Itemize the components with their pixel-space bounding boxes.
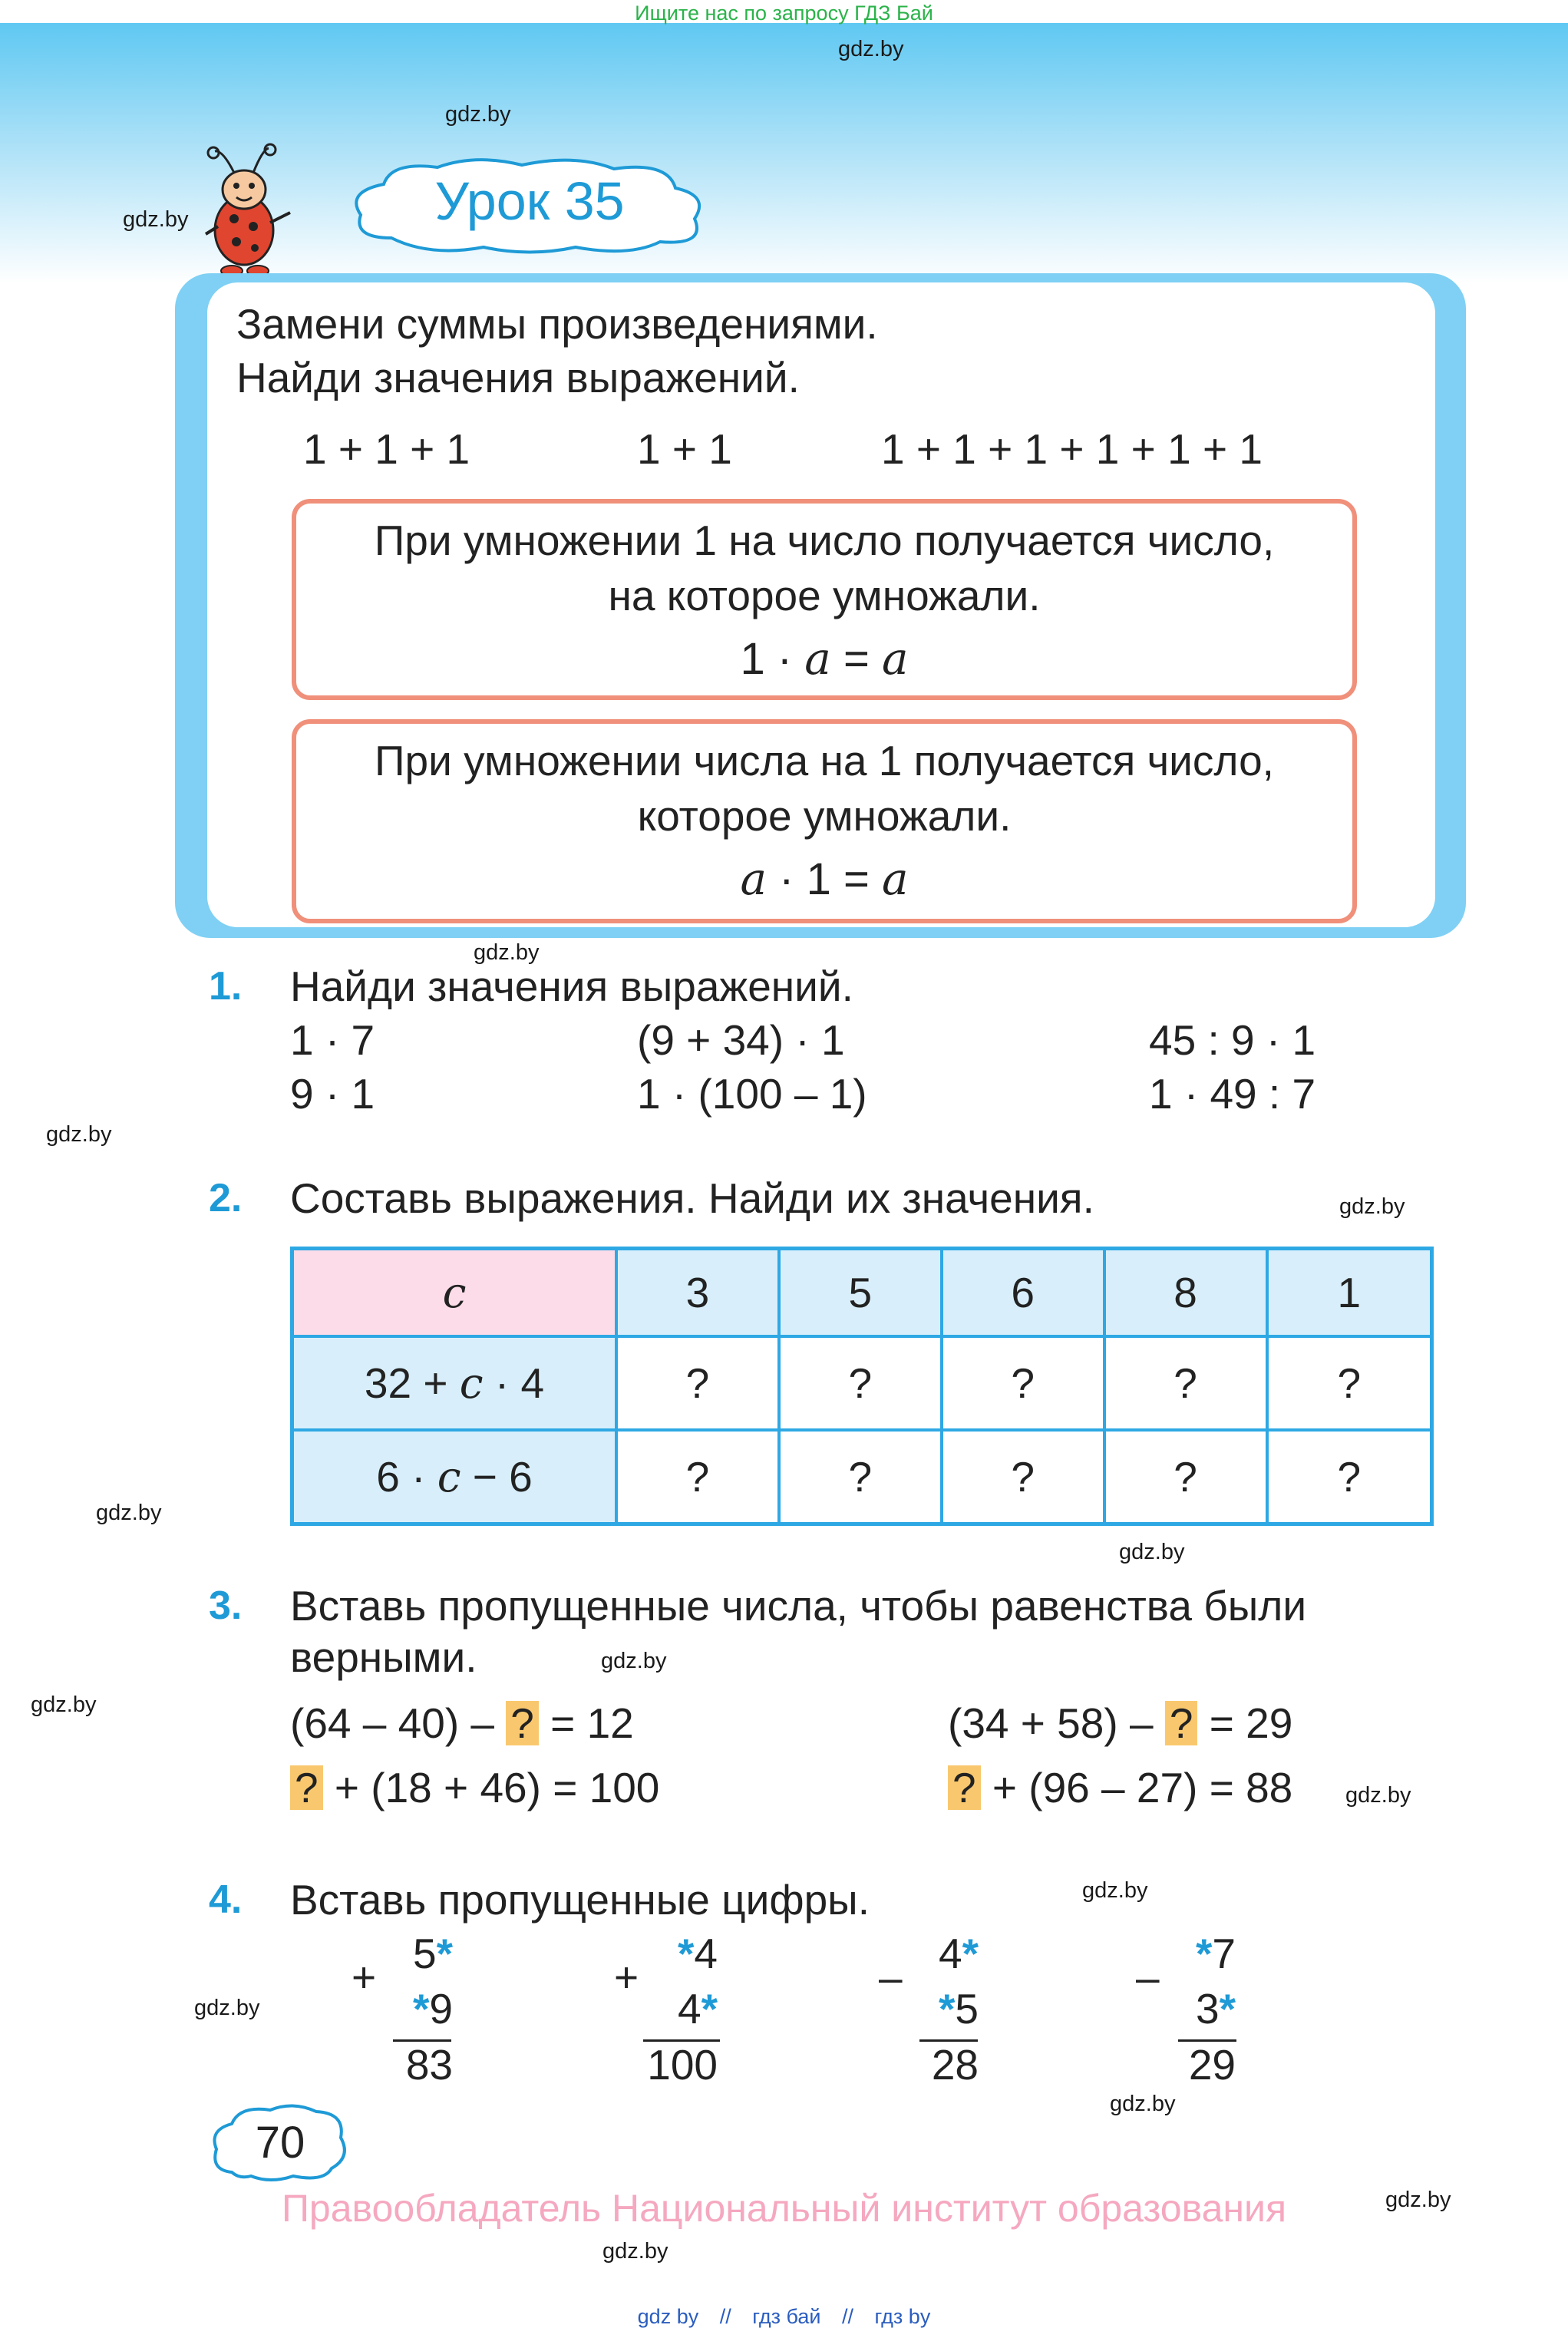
formula-part: · 1 = (767, 854, 882, 904)
watermark: gdz.by (445, 102, 511, 127)
watermark: gdz.by (1110, 2092, 1176, 2116)
column-top: 4* (939, 1930, 979, 1977)
table-cell: ? (1104, 1336, 1267, 1430)
table-cell: ? (616, 1336, 779, 1430)
minus-sign: – (1136, 1953, 1160, 2001)
column-bottom: *9 (413, 1985, 453, 2033)
watermark: gdz.by (601, 1649, 667, 1673)
variable-a: a (881, 853, 909, 905)
table-header-value: 5 (779, 1249, 942, 1337)
task-1-expression: 1 · 49 : 7 (1149, 1070, 1316, 1118)
rule-box-1 (292, 499, 1357, 700)
watermark: gdz.by (1345, 1783, 1411, 1808)
sum-expression: 1 + 1 (637, 425, 732, 473)
task-4-text: Вставь пропущенные цифры. (290, 1876, 870, 1924)
column-top: *7 (1196, 1930, 1236, 1977)
rule-1-line-2: на которое умножали. (608, 572, 1041, 619)
rule-1-line-1: При умножении 1 на число получается число, (374, 517, 1275, 564)
table-cell: ? (1267, 1430, 1432, 1524)
intro-line-2: Найди значения выражений. (236, 354, 800, 401)
watermark: gdz.by (46, 1122, 112, 1147)
task-1-expression: 45 : 9 · 1 (1149, 1016, 1316, 1064)
missing-number-box[interactable]: ? (948, 1765, 981, 1810)
separator: // (719, 2305, 731, 2328)
table-cell: ? (942, 1336, 1104, 1430)
separator: // (842, 2305, 854, 2328)
link-gdz-bai[interactable]: гдз бай (752, 2305, 821, 2328)
star-placeholder[interactable]: * (1196, 1930, 1213, 1977)
equation: ? + (96 – 27) = 88 (948, 1763, 1292, 1812)
watermark: gdz.by (31, 1692, 97, 1717)
variable-a: a (881, 632, 909, 685)
sum-expression: 1 + 1 + 1 (303, 425, 470, 473)
table-header-value: 6 (942, 1249, 1104, 1337)
task-2-text: Составь выражения. Найди их значения. (290, 1174, 1094, 1222)
task-3-text-line-2: верными. (290, 1633, 477, 1681)
watermark: gdz.by (838, 37, 904, 61)
task-1-number: 1. (209, 964, 243, 1009)
values-table (290, 1247, 1434, 1526)
task-1-expression: 1 · 7 (290, 1016, 375, 1064)
variable-a: a (740, 853, 767, 905)
watermark: gdz.by (1119, 1540, 1185, 1564)
intro-line-1: Замени суммы произведениями. (236, 300, 878, 348)
column-bottom: 4* (678, 1985, 718, 2033)
missing-number-box[interactable]: ? (290, 1765, 323, 1810)
link-gdz-by-2[interactable]: гдз by (874, 2305, 931, 2328)
task-1-text: Найди значения выражений. (290, 963, 853, 1010)
task-1-expression: 1 · (100 – 1) (637, 1070, 867, 1118)
table-cell: ? (1267, 1336, 1432, 1430)
sum-expression: 1 + 1 + 1 + 1 + 1 + 1 (881, 425, 1263, 473)
table-cell: ? (1104, 1430, 1267, 1524)
star-placeholder[interactable]: * (678, 1930, 695, 1977)
equation: (64 – 40) – ? = 12 (290, 1699, 634, 1747)
watermark: gdz.by (1339, 1194, 1405, 1219)
rule-2-line-2: которое умножали. (637, 792, 1012, 840)
table-cell: ? (779, 1336, 942, 1430)
watermark: gdz.by (123, 207, 189, 232)
ladybug-illustration (192, 142, 299, 280)
watermark: gdz.by (474, 940, 540, 965)
column-bottom: 3* (1196, 1985, 1236, 2033)
task-3-text-line-1: Вставь пропущенные числа, чтобы равенства были (290, 1582, 1307, 1630)
table-header-value: 3 (616, 1249, 779, 1337)
copyright-owner: Правообладатель Национальный институт образования (281, 2187, 1287, 2230)
table-row-expression-2: 6 · c − 6 (292, 1430, 617, 1524)
table-header-value: 8 (1104, 1249, 1267, 1337)
task-2-number: 2. (209, 1176, 243, 1220)
rule-1-formula (296, 632, 1352, 685)
plus-sign: + (352, 1953, 377, 2001)
variable-a: a (804, 632, 831, 685)
lesson-title: Урок 35 (434, 171, 625, 231)
column-result: 29 (1188, 2041, 1236, 2089)
task-4-number: 4. (209, 1877, 243, 1922)
table-cell: ? (616, 1430, 779, 1524)
missing-number-box[interactable]: ? (1165, 1701, 1198, 1745)
equation: (34 + 58) – ? = 29 (948, 1699, 1293, 1747)
column-top: *4 (678, 1930, 718, 1977)
bottom-links (0, 2305, 1568, 2329)
formula-part: = (830, 634, 882, 684)
column-top: 5* (413, 1930, 453, 1977)
rule-2-formula (296, 853, 1352, 905)
watermark: gdz.by (1385, 2188, 1451, 2212)
link-gdz-by[interactable]: gdz by (637, 2305, 699, 2328)
page-number: 70 (255, 2118, 305, 2168)
table-header-variable: c (292, 1249, 617, 1337)
table-cell: ? (942, 1430, 1104, 1524)
rule-box-2 (292, 719, 1357, 923)
star-placeholder[interactable]: * (1219, 1985, 1236, 2033)
column-result: 100 (647, 2041, 718, 2089)
missing-number-box[interactable]: ? (506, 1701, 539, 1745)
star-placeholder[interactable]: * (939, 1985, 956, 2033)
task-3-number: 3. (209, 1583, 243, 1628)
star-placeholder[interactable]: * (436, 1930, 453, 1977)
plus-sign: + (614, 1953, 639, 2001)
column-bottom: *5 (939, 1985, 979, 2033)
star-placeholder[interactable]: * (413, 1985, 430, 2033)
column-result: 28 (931, 2041, 979, 2089)
minus-sign: – (879, 1953, 903, 2001)
table-cell: ? (779, 1430, 942, 1524)
watermark: gdz.by (194, 1996, 260, 2020)
column-result: 83 (405, 2041, 453, 2089)
top-search-note[interactable]: Ищите нас по запросу ГДЗ Бай (635, 2, 933, 25)
star-placeholder[interactable]: * (962, 1930, 979, 1977)
task-1-expression: (9 + 34) · 1 (637, 1016, 845, 1064)
task-1-expression: 9 · 1 (290, 1070, 375, 1118)
table-row-expression-1: 32 + c · 4 (292, 1336, 617, 1430)
watermark: gdz.by (1082, 1878, 1148, 1903)
rule-2-line-1: При умножении числа на 1 получается число, (375, 737, 1274, 784)
table-header-value: 1 (1267, 1249, 1432, 1337)
star-placeholder[interactable]: * (701, 1985, 718, 2033)
watermark: gdz.by (96, 1501, 162, 1525)
equation: ? + (18 + 46) = 100 (290, 1763, 659, 1812)
watermark: gdz.by (602, 2239, 668, 2264)
formula-part: 1 · (740, 634, 805, 684)
